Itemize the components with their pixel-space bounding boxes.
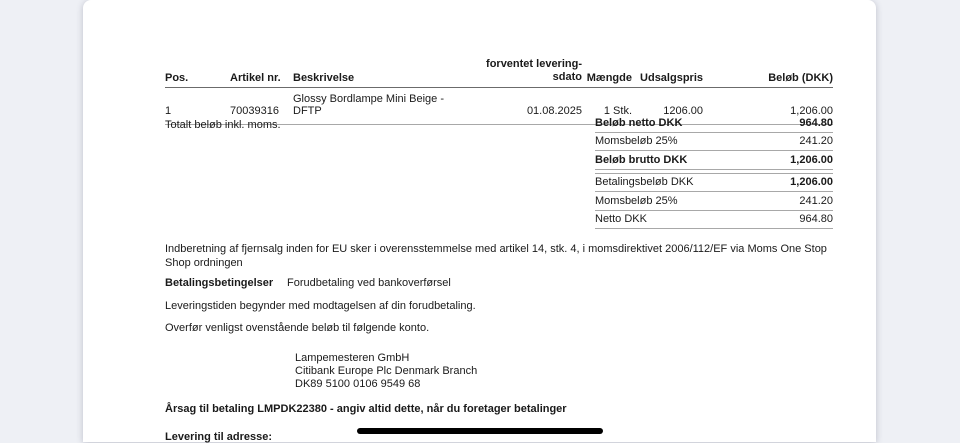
totals-label: Netto DKK xyxy=(595,213,647,226)
col-header-udsalgspris: Udsalgspris xyxy=(640,72,703,84)
totals-row-brutto xyxy=(595,151,833,170)
totals-value: 1,206.00 xyxy=(790,176,833,189)
delivery-address-label: Levering til adresse: xyxy=(165,431,272,443)
bank-name: Citibank Europe Plc Denmark Branch xyxy=(295,365,478,377)
totals-value: 241.20 xyxy=(799,135,833,148)
payment-terms-value: Forudbetaling ved bankoverførsel xyxy=(287,277,451,289)
col-header-beskrivelse: Beskrivelse xyxy=(293,72,355,84)
totals-row-momsbeloeb xyxy=(595,192,833,211)
totals-note: Totalt beløb inkl. moms. xyxy=(165,119,281,131)
totals-row-netto xyxy=(595,114,833,133)
bank-iban: DK89 5100 0106 9549 68 xyxy=(295,378,421,390)
totals-value: 964.80 xyxy=(799,213,833,226)
totals-row-netto-dkk xyxy=(595,211,833,230)
cell-artikel: 70039316 xyxy=(230,105,279,117)
totals-label: Betalingsbeløb DKK xyxy=(595,176,694,189)
totals-label: Beløb netto DKK xyxy=(595,116,683,129)
totals-label: Momsbeløb 25% xyxy=(595,194,678,207)
col-header-artikel: Artikel nr. xyxy=(230,72,281,84)
totals-row-betalingsbeloeb xyxy=(595,174,833,193)
col-header-leveringsdato: forventet levering- sdato xyxy=(486,58,582,83)
totals-value: 1,206.00 xyxy=(790,153,833,166)
bank-details xyxy=(295,352,477,391)
delivery-time-note: Leveringstiden begynder med modtagelsen af din forudbetaling. xyxy=(165,300,476,312)
invoice-page xyxy=(83,0,876,442)
totals-value: 241.20 xyxy=(799,194,833,207)
col-header-beloeb: Beløb (DKK) xyxy=(768,72,833,84)
totals-label: Beløb brutto DKK xyxy=(595,153,688,166)
cell-udsalgspris: 1206.00 xyxy=(663,105,703,117)
col-header-pos: Pos. xyxy=(165,72,189,84)
payment-terms-label: Betalingsbetingelser xyxy=(165,277,274,289)
col-header-maengde: Mængde xyxy=(586,72,632,84)
payment-reference-line: Årsag til betaling LMPDK22380 - angiv altid dette, når du foretager betalinger xyxy=(165,403,567,415)
totals-row-moms xyxy=(595,133,833,152)
cell-maengde: 1 Stk. xyxy=(603,105,632,117)
transfer-instruction: Overfør venligst ovenstående beløb til følgende konto. xyxy=(165,322,430,334)
redaction-bar xyxy=(357,428,603,434)
totals-group-2 xyxy=(595,173,833,230)
totals-value: 964.80 xyxy=(799,116,833,129)
cell-leveringsdato: 01.08.2025 xyxy=(526,105,582,117)
cell-pos: 1 xyxy=(165,105,172,117)
totals-label: Momsbeløb 25% xyxy=(595,135,678,148)
bank-account-holder: Lampemesteren GmbH xyxy=(295,352,410,364)
cell-beloeb: 1,206.00 xyxy=(790,105,833,117)
totals-table xyxy=(595,114,833,229)
totals-group-1 xyxy=(595,114,833,170)
eu-distance-selling-notice: Indberetning af fjernsalg inden for EU sker i overensstemmelse med artikel 14, stk. 4, i momsdirektivet 2006/112/EF via Moms One Stop Shop ordningen xyxy=(165,243,827,269)
cell-beskrivelse: Glossy Bordlampe Mini Beige - DFTP xyxy=(293,93,445,117)
line-items-header xyxy=(165,58,833,88)
